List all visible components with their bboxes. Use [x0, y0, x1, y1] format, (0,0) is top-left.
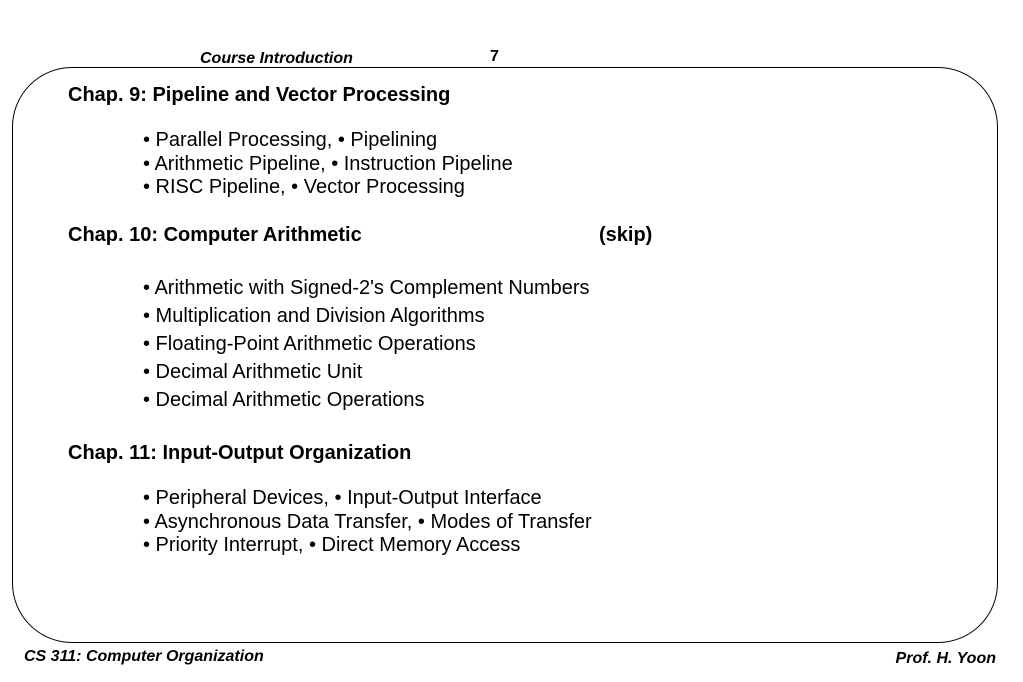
chapter-11-title: Chap. 11: Input-Output Organization — [68, 442, 412, 464]
page-number: 7 — [490, 48, 499, 65]
slide-header-title: Course Introduction — [200, 50, 353, 67]
footer-course: CS 311: Computer Organization — [24, 648, 264, 665]
list-item: • Arithmetic with Signed-2's Complement Numbers — [143, 277, 590, 299]
list-item: • Decimal Arithmetic Unit — [143, 361, 363, 383]
footer-author: Prof. H. Yoon — [895, 650, 996, 667]
list-item: • Arithmetic Pipeline, • Instruction Pipeline — [143, 152, 513, 175]
chapter-10-title: Chap. 10: Computer Arithmetic — [68, 224, 362, 246]
chapter-9-title: Chap. 9: Pipeline and Vector Processing — [68, 84, 451, 106]
list-item: • RISC Pipeline, • Vector Processing — [143, 176, 465, 198]
list-item: • Decimal Arithmetic Operations — [143, 389, 425, 411]
list-item: • Asynchronous Data Transfer, • Modes of Transfer — [143, 510, 592, 533]
list-item: • Priority Interrupt, • Direct Memory Access — [143, 534, 521, 556]
chapter-9-topics — [143, 129, 513, 200]
chapter-10-skip-note: (skip) — [599, 224, 653, 246]
list-item: • Peripheral Devices, • Input-Output Interface — [143, 487, 542, 509]
list-item: • Multiplication and Division Algorithms — [143, 305, 485, 327]
list-item: • Floating-Point Arithmetic Operations — [143, 333, 476, 355]
list-item: • Parallel Processing, • Pipelining — [143, 129, 438, 151]
chapter-10-topics — [143, 274, 590, 414]
chapter-11-topics — [143, 487, 592, 558]
